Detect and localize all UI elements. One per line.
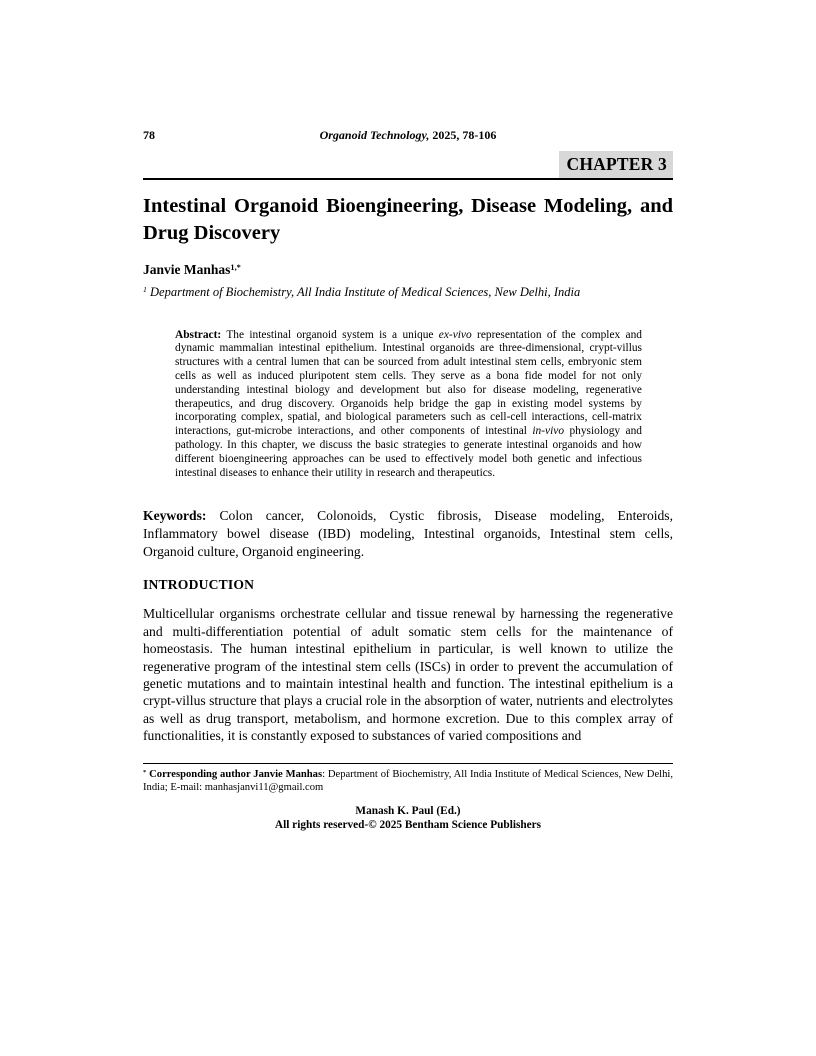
publisher-block xyxy=(143,804,673,833)
page-number: 78 xyxy=(143,128,155,142)
editor-line: Manash K. Paul (Ed.) xyxy=(355,804,461,817)
page-header xyxy=(143,128,673,142)
copyright-line: All rights reserved-© 2025 Bentham Science Publishers xyxy=(274,819,542,832)
introduction-heading: INTRODUCTION xyxy=(143,577,255,593)
keywords-paragraph: Keywords: Colon cancer, Colonoids, Cystic fibrosis, Disease modeling, Enteroids, Inflammatory bowel disease (IBD) modeling, Intestinal organoids, Intestinal stem cells, Organoid culture, Organoid engineering. xyxy=(143,508,673,559)
chapter-badge: CHAPTER 3 xyxy=(559,151,674,178)
article-title: Intestinal Organoid Bioengineering, Disease Modeling, and Drug Discovery xyxy=(143,195,673,245)
header-rule xyxy=(143,151,673,180)
introduction-paragraph: Multicellular organisms orchestrate cellular and tissue renewal by harnessing the regenerative and multi-differentiation potential of adult somatic stem cells for the maintenance of homeostasis. The human intestinal epithelium in particular, is well known to utilize the regenerative program of the intestinal stem cells (ISCs) in order to prevent the accumulation of genetic mutations and to maintain intestinal health and function. The intestinal epithelium is a crypt-villus structure that plays a crucial role in the absorption of water, nutrients and electrolytes as well as drug transport, metabolism, and hormone excretion. Due to this complex array of functionalities, it is constantly exposed to substances of varied compositions and xyxy=(143,606,673,744)
page-sheet xyxy=(143,0,673,833)
corresponding-author-footnote: * Corresponding author Janvie Manhas: Department of Biochemistry, All India Institute of Medical Sciences, New Delhi, India; E-mail: manhasjanvi11@gmail.com xyxy=(143,763,673,795)
running-title: Organoid Technology, 2025, 78-106 xyxy=(319,128,497,142)
affiliation-line: $^1$ Department of Biochemistry, All India Institute of Medical Sciences, New Delhi, India xyxy=(143,284,581,299)
author-line: Janvie Manhas$^{1,*}$ xyxy=(143,261,241,277)
abstract-paragraph: Abstract: The intestinal organoid system is a unique ex-vivo representation of the complex and dynamic mammalian intestinal epithelium. Intestinal organoids are three-dimensional, crypt-villus structures with a central lumen that can be sourced from adult intestinal stem cells, embryonic stem cells as well as induced pluripotent stem cells. They serve as a bona fide model for not only understanding intestinal biology and development but also for disease modeling, regenerative therapeutics, and drug discovery. Organoids help bridge the gap in existing model systems by incorporating complex, spatial, and biological parameters such as cell-cell interactions, cell-matrix interactions, gut-microbe interactions, and other components of intestinal in-vivo physiology and pathology. In this chapter, we discuss the basic strategies to generate intestinal organoids and how different bioengineering approaches can be used to effectively model both genetic and infectious intestinal diseases to enhance their utility in research and therapeutics. xyxy=(175,328,643,479)
